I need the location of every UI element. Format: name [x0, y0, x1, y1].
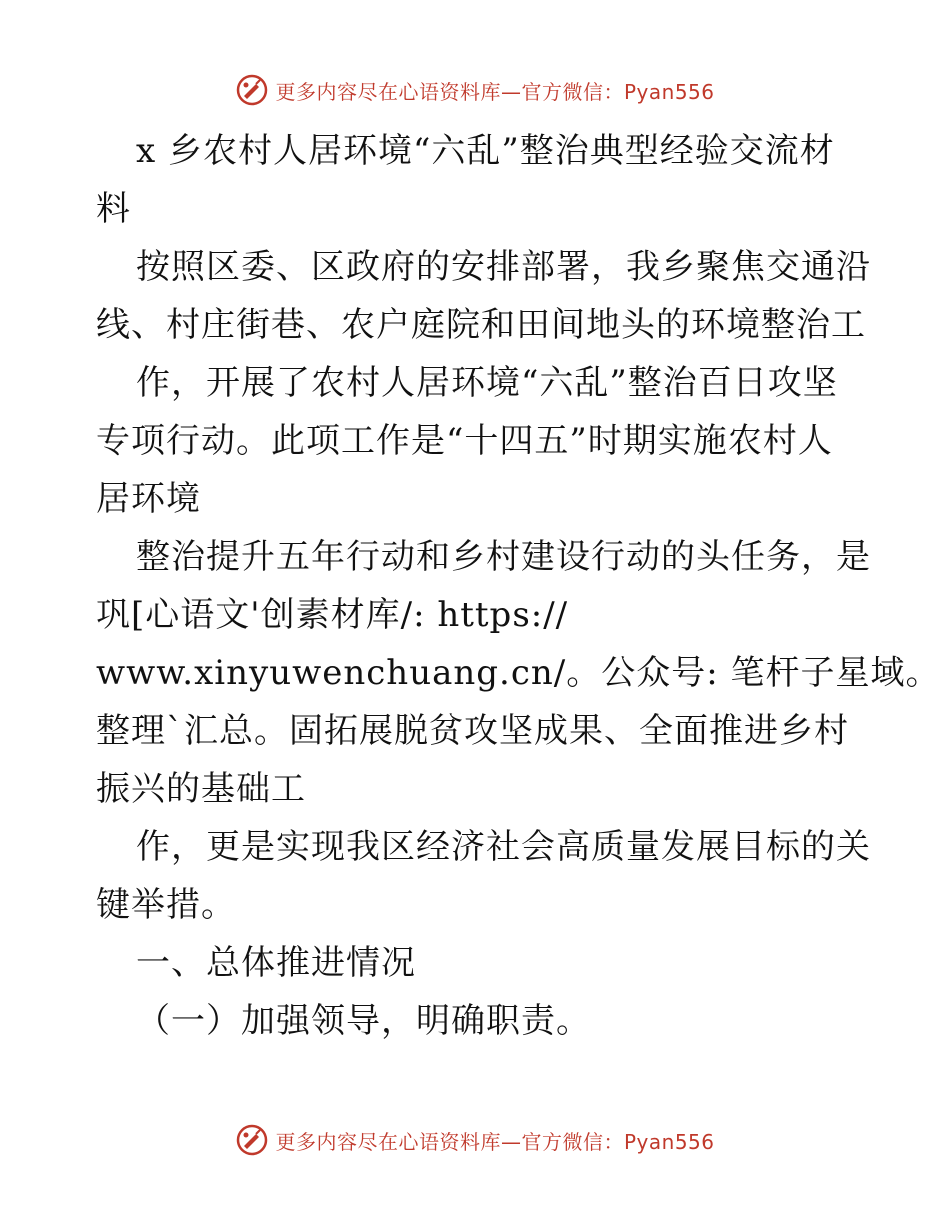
watermark-text: 更多内容尽在心语资料库—官方微信：Pyan556: [275, 1129, 715, 1154]
paragraph-line: 巩[心语文'创素材库/: https://: [96, 595, 569, 635]
seal-pen-icon: [235, 1123, 269, 1157]
subsection-heading: （一）加强领导，明确职责。: [136, 1001, 591, 1041]
paragraph-line: 键举措。: [96, 885, 236, 925]
top-watermark-banner: [0, 70, 950, 110]
bottom-watermark-banner: [0, 1120, 950, 1160]
paragraph-line: 振兴的基础工: [96, 769, 306, 809]
paragraph-line: 按照区委、区政府的安排部署，我乡聚焦交通沿: [136, 247, 871, 287]
paragraph-line: www.xinyuwenchuang.cn/。公众号: 笔杆子星域。: [96, 653, 941, 693]
paragraph-line: 作，开展了农村人居环境“六乱”整治百日攻坚: [136, 363, 838, 403]
wechat-id: Pyan556: [623, 1129, 715, 1154]
paragraph-line: 专项行动。此项工作是“十四五”时期实施农村人: [96, 421, 833, 461]
document-body: [96, 122, 941, 1050]
paragraph-line: 居环境: [96, 479, 201, 519]
watermark-text: 更多内容尽在心语资料库—官方微信：Pyan556: [275, 79, 715, 104]
title-line-2: 料: [96, 189, 131, 229]
paragraph-line: 作，更是实现我区经济社会高质量发展目标的关: [136, 827, 871, 867]
section-heading: 一、总体推进情况: [136, 943, 416, 983]
paragraph-line: 线、村庄街巷、农户庭院和田间地头的环境整治工: [96, 305, 866, 345]
seal-pen-icon: [235, 73, 269, 107]
title-line-1: x 乡农村人居环境“六乱”整治典型经验交流材: [136, 131, 835, 171]
paragraph-line: 整理`汇总。固拓展脱贫攻坚成果、全面推进乡村: [96, 711, 849, 751]
wechat-id: Pyan556: [623, 79, 715, 104]
paragraph-line: 整治提升五年行动和乡村建设行动的头任务，是: [136, 537, 871, 577]
